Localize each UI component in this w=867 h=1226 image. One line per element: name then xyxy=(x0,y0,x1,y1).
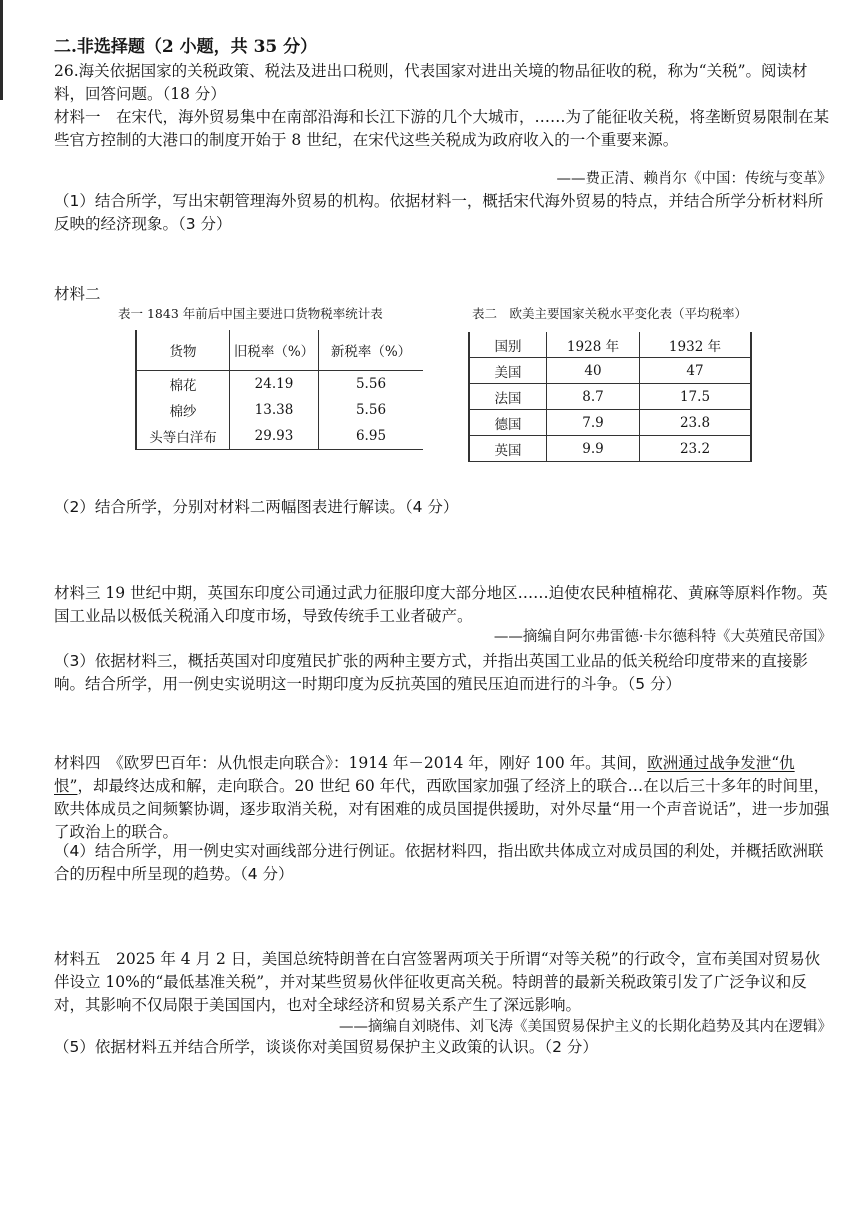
table-2-cell: 40 xyxy=(547,358,640,384)
question-1: （1）结合所学，写出宋朝管理海外贸易的机构。依据材料一，概括宋代海外贸易的特点，并结合所学分析材料所反映的经济现象。（3 分） xyxy=(54,192,824,233)
material-5-text: 材料五 2025 年 4 月 2 日，美国总统特朗普在白宫签署两项关于所谓“对等关税”的行政令，宣布美国对贸易伙伴设立 10%的“最低基准关税”，并对某些贸易伙伴征收更高关税。特朗普的最新关税政策引发了广泛争议和反对，其影响不仅局限于美国国内，也对全球经济和贸易关系产生了深远影响。 xyxy=(54,950,821,1014)
table-2-cell: 23.8 xyxy=(640,410,752,436)
table-1-row xyxy=(136,371,423,398)
table-1-cell: 5.56 xyxy=(319,397,424,423)
material-3-source: ——摘编自阿尔弗雷德·卡尔德科特《大英殖民帝国》 xyxy=(493,629,832,645)
table-2-cell: 8.7 xyxy=(547,384,640,410)
question-2: （2）结合所学，分别对材料二两幅图表进行解读。（4 分） xyxy=(54,498,459,516)
table-1-cell: 棉纱 xyxy=(136,397,230,423)
table-1-cell: 5.56 xyxy=(319,371,424,398)
material-4-underlined: 欧洲通过战争发泄“仇恨” xyxy=(54,754,795,795)
table-2-row xyxy=(469,410,751,436)
table-1-cell: 头等白洋布 xyxy=(136,423,230,450)
table-1-header: 新税率（%） xyxy=(319,330,424,371)
material-3-text: 材料三 19 世纪中期，英国东印度公司通过武力征服印度大部分地区……迫使农民种植棉花、黄麻等原料作物。英国工业品以极低关税涌入印度市场，导致传统手工业者破产。 xyxy=(54,584,828,625)
table-2-cell: 美国 xyxy=(469,358,547,384)
table-2-row xyxy=(469,384,751,410)
table-1-row xyxy=(136,423,423,450)
table-2 xyxy=(468,332,752,462)
table-2-caption: 表二 欧美主要国家关税水平变化表（平均税率） xyxy=(472,306,748,321)
table-2-cell: 7.9 xyxy=(547,410,640,436)
question-4: （4）结合所学，用一例史实对画线部分进行例证。依据材料四，指出欧共体成立对成员国的利处，并概括欧洲联合的历程中所呈现的趋势。（4 分） xyxy=(54,842,824,883)
material-1-text: 材料一 在宋代，海外贸易集中在南部沿海和长江下游的几个大城市，……为了能征收关税，将垄断贸易限制在某些官方控制的大港口的制度开始于 8 世纪，在宋代这些关税成为政府收入的一个重要来源。 xyxy=(54,108,830,149)
table-2-row xyxy=(469,358,751,384)
table-1-row xyxy=(136,397,423,423)
material-1-source: ——费正清、赖肖尔《中国：传统与变革》 xyxy=(556,171,832,187)
table-1-cell: 13.38 xyxy=(230,397,319,423)
table-1-cell: 棉花 xyxy=(136,371,230,398)
table-2-cell: 英国 xyxy=(469,436,547,462)
table-2-cell: 17.5 xyxy=(640,384,752,410)
material-5-source: ——摘编自刘晓伟、刘飞涛《美国贸易保护主义的长期化趋势及其内在逻辑》 xyxy=(339,1019,832,1035)
table-1-header-row xyxy=(136,330,423,371)
section-title: 二.非选择题（2 小题，共 35 分） xyxy=(54,37,318,57)
material-4-prefix: 材料四 《欧罗巴百年：从仇恨走向联合》：1914 年－2014 年，刚好 100 年。其间， xyxy=(54,754,648,772)
table-2-cell: 9.9 xyxy=(547,436,640,462)
table-2-header-row xyxy=(469,332,751,358)
table-2-cell: 法国 xyxy=(469,384,547,410)
table-1-header: 货物 xyxy=(136,330,230,371)
material-2-label: 材料二 xyxy=(54,285,101,303)
table-2-cell: 47 xyxy=(640,358,752,384)
table-1-cell: 29.93 xyxy=(230,423,319,450)
table-1 xyxy=(135,330,423,450)
table-1-header: 旧税率（%） xyxy=(230,330,319,371)
table-2-cell: 德国 xyxy=(469,410,547,436)
table-1-cell: 6.95 xyxy=(319,423,424,450)
scan-edge-mark xyxy=(0,0,3,100)
table-2-row xyxy=(469,436,751,462)
table-2-header: 国别 xyxy=(469,332,547,358)
material-4-rest: ，却最终达成和解，走向联合。20 世纪 60 年代，西欧国家加强了经济上的联合…在以后三十多年的时间里，欧共体成员之间频繁协调，逐步取消关税，对有困难的成员国提供援助，对外尽量“用一个声音说话”，进一步加强了政治上的联合。 xyxy=(54,777,830,841)
question-3: （3）依据材料三，概括英国对印度殖民扩张的两种主要方式，并指出英国工业品的低关税给印度带来的直接影响。结合所学，用一例史实说明这一时期印度为反抗英国的殖民压迫而进行的斗争。（5 分） xyxy=(54,652,808,693)
material-4-text xyxy=(54,752,832,844)
table-2-header: 1928 年 xyxy=(547,332,640,358)
question-5: （5）依据材料五并结合所学，谈谈你对美国贸易保护主义政策的认识。（2 分） xyxy=(54,1038,598,1056)
table-1-cell: 24.19 xyxy=(230,371,319,398)
table-2-cell: 23.2 xyxy=(640,436,752,462)
question-26-intro: 26.海关依据国家的关税政策、税法及进出口税则，代表国家对进出关境的物品征收的税，称为“关税”。阅读材料，回答问题。（18 分） xyxy=(54,62,808,103)
table-1-caption: 表一 1843 年前后中国主要进口货物税率统计表 xyxy=(118,306,383,321)
table-2-header: 1932 年 xyxy=(640,332,752,358)
